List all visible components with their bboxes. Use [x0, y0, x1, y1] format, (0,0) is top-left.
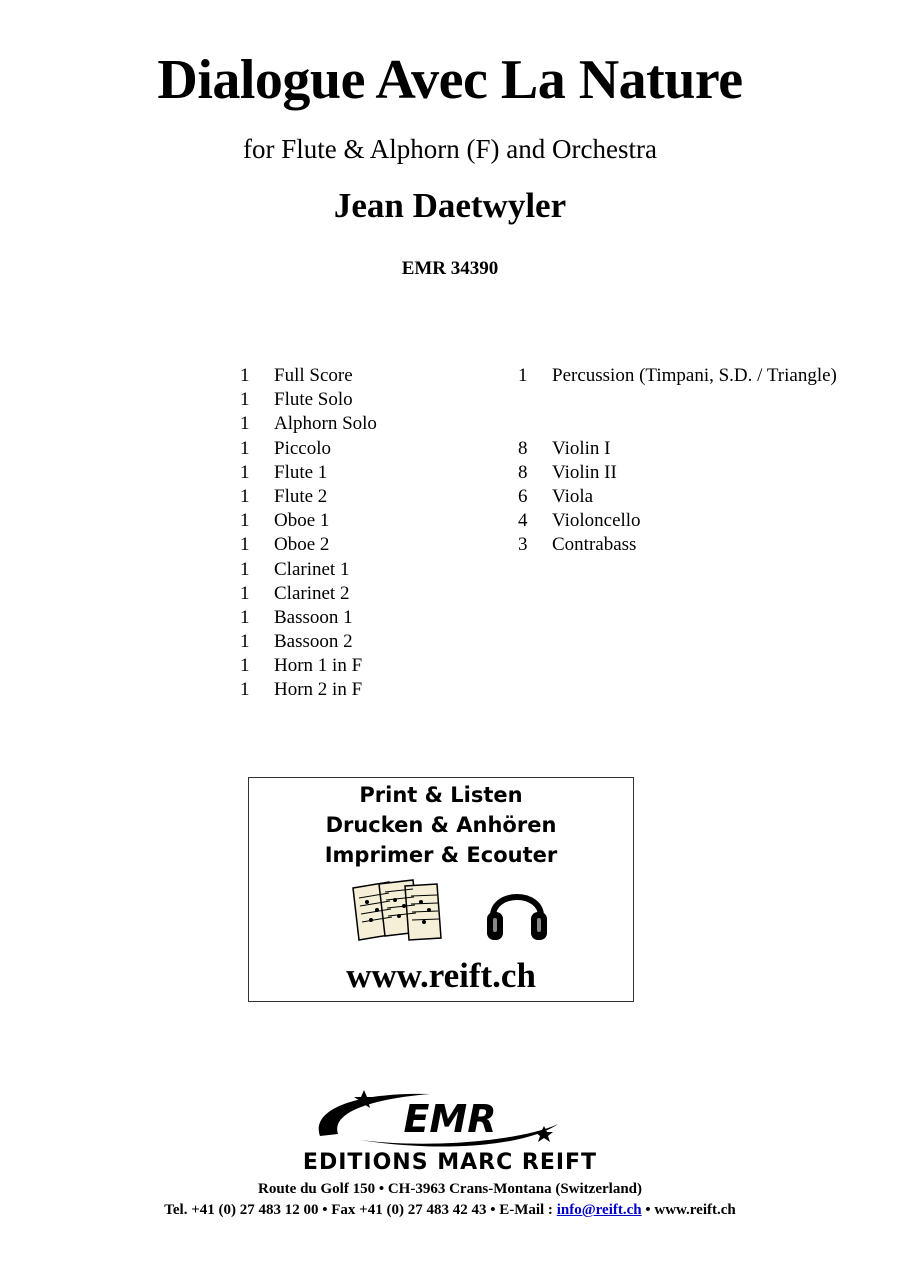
part-name: Clarinet 1	[274, 558, 350, 580]
part-row	[518, 485, 837, 509]
part-row	[240, 485, 377, 509]
part-name: Percussion (Timpani, S.D. / Triangle)	[552, 365, 837, 386]
part-name: Violin I	[552, 437, 611, 459]
contact-website[interactable]: • www.reift.ch	[641, 1202, 736, 1218]
composer-name: Jean Daetwyler	[333, 186, 567, 225]
part-quantity: 1	[240, 413, 250, 435]
part-name: Horn 2 in F	[274, 679, 363, 701]
publisher-address: Route du Golf 150 • CH-3963 Crans-Montana (Switzerland)	[258, 1181, 642, 1197]
part-quantity: 1	[240, 679, 250, 701]
part-row	[240, 606, 377, 630]
part-row	[240, 558, 377, 582]
part-name: Horn 1 in F	[274, 655, 363, 677]
part-row	[240, 364, 377, 388]
part-name: Violoncello	[552, 510, 641, 532]
part-quantity: 6	[518, 485, 528, 507]
part-quantity: 8	[518, 461, 528, 483]
promo-line-drucken: Drucken & Anhören	[325, 813, 557, 837]
part-name: Violin II	[552, 461, 617, 483]
part-name: Bassoon 2	[274, 631, 353, 653]
emr-logo-text: EMR	[403, 1097, 497, 1141]
part-name: Alphorn Solo	[274, 413, 377, 435]
part-name: Oboe 1	[274, 510, 330, 532]
score-title: Dialogue Avec La Nature	[157, 49, 743, 111]
part-row	[518, 437, 837, 461]
part-quantity: 1	[240, 558, 250, 580]
part-quantity: 4	[518, 510, 528, 532]
part-row	[518, 461, 837, 485]
part-quantity: 1	[240, 631, 250, 653]
part-quantity: 1	[240, 389, 250, 411]
part-quantity: 1	[240, 485, 250, 507]
parts-list-right	[518, 364, 837, 558]
part-quantity: 1	[240, 655, 250, 677]
part-row	[518, 509, 837, 533]
part-quantity: 1	[240, 461, 250, 483]
part-name: Flute Solo	[274, 389, 353, 411]
part-quantity: 1	[518, 365, 528, 386]
part-row	[240, 533, 377, 557]
part-row	[240, 461, 377, 485]
part-name: Clarinet 2	[274, 582, 350, 604]
part-quantity: 1	[240, 582, 250, 604]
promo-website[interactable]: www.reift.ch	[346, 956, 536, 995]
part-row	[240, 630, 377, 654]
promo-line-imprimer: Imprimer & Ecouter	[324, 843, 558, 867]
score-subtitle: for Flute & Alphorn (F) and Orchestra	[243, 134, 657, 164]
part-name: Viola	[552, 485, 594, 507]
part-row	[240, 412, 377, 436]
parts-list-left	[240, 364, 377, 703]
part-row	[518, 533, 837, 557]
promo-line-print-listen: Print & Listen	[359, 783, 523, 807]
part-row	[240, 654, 377, 678]
part-name: Full Score	[274, 365, 353, 386]
contact-phone-fax: Tel. +41 (0) 27 483 12 00 • Fax +41 (0) 27 483 42 43 • E-Mail :	[164, 1202, 557, 1218]
part-quantity: 1	[240, 534, 250, 556]
part-row	[240, 437, 377, 461]
part-name: Flute 1	[274, 461, 328, 483]
headphones-icon	[485, 876, 549, 946]
catalog-number: EMR 34390	[401, 258, 499, 279]
contact-email-link[interactable]: info@reift.ch	[556, 1202, 642, 1218]
publisher-name: EDITIONS MARC REIFT	[302, 1150, 598, 1175]
publisher-contact	[0, 1202, 900, 1219]
part-name: Contrabass	[552, 534, 637, 556]
part-name: Flute 2	[274, 485, 328, 507]
part-name: Piccolo	[274, 437, 331, 459]
part-quantity: 3	[518, 534, 528, 556]
print-listen-box	[248, 777, 634, 1002]
part-quantity: 1	[240, 606, 250, 628]
part-row	[518, 364, 837, 388]
part-quantity: 1	[240, 437, 250, 459]
emr-logo	[300, 1088, 600, 1148]
part-row	[240, 582, 377, 606]
part-row	[240, 509, 377, 533]
part-row	[240, 678, 377, 702]
part-quantity: 1	[240, 510, 250, 532]
part-name: Oboe 2	[274, 534, 330, 556]
part-quantity: 1	[240, 365, 250, 386]
part-quantity: 8	[518, 437, 528, 459]
sheet-music-icon	[349, 878, 445, 944]
part-row	[240, 388, 377, 412]
part-name: Bassoon 1	[274, 606, 353, 628]
